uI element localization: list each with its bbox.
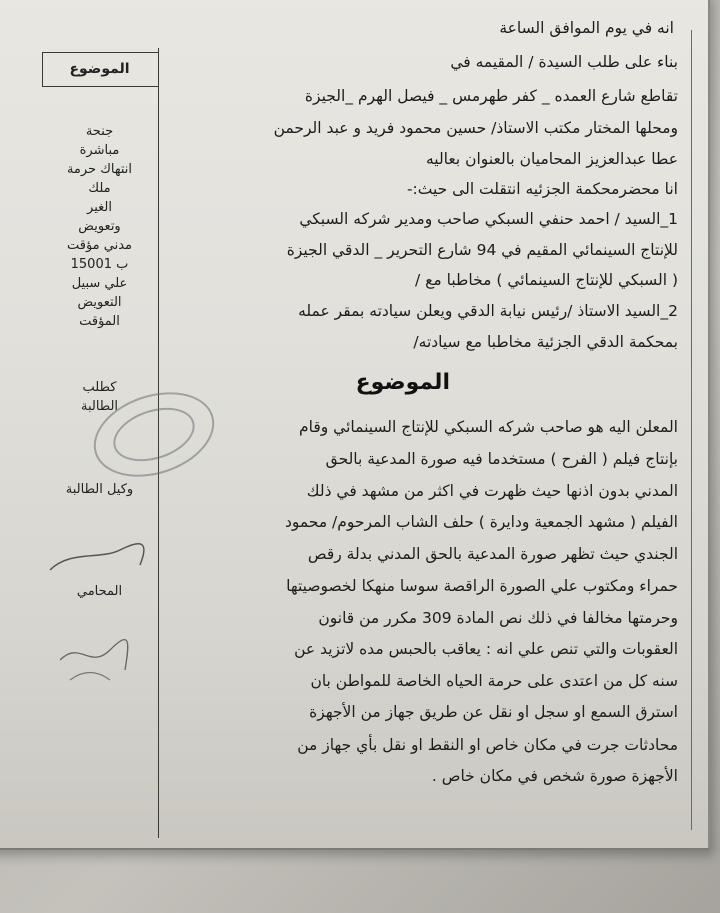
header-line-9: ( السبكي للإنتاج السينمائي ) مخاطبا مع /: [415, 271, 678, 289]
sidebar-subject-line-5: الغير: [87, 200, 112, 215]
body-line-5: الجندي حيث تظهر صورة المدعية بالحق المدني بدلة رقص: [307, 545, 678, 563]
sidebar-subject-line-7: مدني مؤقت: [66, 238, 133, 253]
body-line-6: حمراء ومكتوب علي الصورة الراقصة سوسا منهكا لخصوصيتها: [286, 577, 678, 595]
section-heading: الموضوع: [355, 370, 450, 395]
sidebar-subject-line-9: علي سبيل: [71, 276, 128, 291]
header-line-5: عطا عبدالعزيز المحاميان بالعنوان بعاليه: [425, 150, 678, 168]
body-line-10: استرق السمع او سجل او نقل عن طريق جهاز من الأجهزة: [309, 703, 678, 721]
header-line-6: انا محضرمحكمة الجزئيه انتقلت الى حيث:-: [406, 180, 678, 198]
sidebar-petitioner-line-1: كطلب: [82, 380, 117, 395]
body-line-1: المعلن اليه هو صاحب شركه السبكي للإنتاج السينمائي وقام: [299, 418, 678, 436]
sidebar-subject-line-4: ملك: [88, 181, 111, 196]
sidebar-subject-line-3: انتهاك حرمة: [66, 162, 133, 177]
header-line-10: 2_السيد الاستاذ /رئيس نيابة الدقي ويعلن سيادته بمقر عمله: [298, 302, 678, 320]
sidebar-subject-label: الموضوع: [69, 61, 130, 77]
header-line-1: انه في يوم الموافق الساعة: [499, 19, 674, 37]
sidebar-subject-line-2: مباشرة: [79, 143, 120, 158]
sidebar-subject-line-1: جنحة: [85, 124, 114, 139]
right-margin-rule: [691, 30, 692, 830]
body-line-8: العقوبات والتي تنص علي انه : يعاقب بالحبس مده لاتزيد عن: [294, 640, 678, 658]
header-line-8: للإنتاج السينمائي المقيم في 94 شارع التحرير _ الدقي الجيزة: [286, 241, 678, 259]
signature-scribble: [30, 520, 160, 700]
body-line-9: سنه كل من اعتدى على حرمة الحياه الخاصة للمواطن بان: [310, 672, 678, 690]
sidebar-header-bottom-rule: [42, 86, 158, 87]
header-line-2: بناء على طلب السيدة / المقيمه في: [450, 53, 678, 71]
sidebar-lawyer-label: المحامي: [76, 584, 123, 599]
sidebar-subject-line-8: ب 15001: [70, 257, 129, 272]
header-line-7: 1_السيد / احمد حنفي السبكي صاحب ومدير شركه السبكي: [299, 210, 678, 228]
body-line-2: بإنتاج فيلم ( الفرح ) مستخدما فيه صورة المدعية بالحق: [325, 450, 678, 468]
body-line-3: المدني بدون اذنها حيث ظهرت في اكثر من مشهد في ذلك: [306, 482, 678, 500]
body-line-11: محادثات جرت في مكان خاص او النقط او نقل بأي جهاز من: [297, 736, 678, 754]
body-line-4: الفيلم ( مشهد الجمعية ودايرة ) حلف الشاب المرحوم/ محمود: [284, 513, 678, 531]
body-line-12: الأجهزة صورة شخص في مكان خاص .: [431, 767, 678, 785]
sidebar-subject-details: [42, 122, 157, 331]
header-line-11: بمحكمة الدقي الجزئية مخاطبا مع سيادته/: [413, 333, 678, 351]
sidebar-subject-line-6: وتعويض: [78, 219, 121, 234]
sidebar-agent-label: وكيل الطالبة: [65, 482, 134, 497]
sidebar-header-top-rule: [42, 52, 158, 53]
sidebar-petitioner-line-2: الطالبة: [80, 399, 119, 414]
body-line-7: وحرمتها مخالفا في ذلك نص المادة 309 مكرر من قانون: [318, 609, 678, 627]
header-line-4: ومحلها المختار مكتب الاستاذ/ حسين محمود فريد و عبد الرحمن: [273, 119, 678, 137]
header-line-3: تقاطع شارع العمده _ كفر طهرمس _ فيصل الهرم _الجيزة: [304, 87, 678, 105]
sidebar-subject-line-10: التعويض: [77, 295, 122, 310]
sidebar-subject-line-11: المؤقت: [79, 314, 120, 329]
